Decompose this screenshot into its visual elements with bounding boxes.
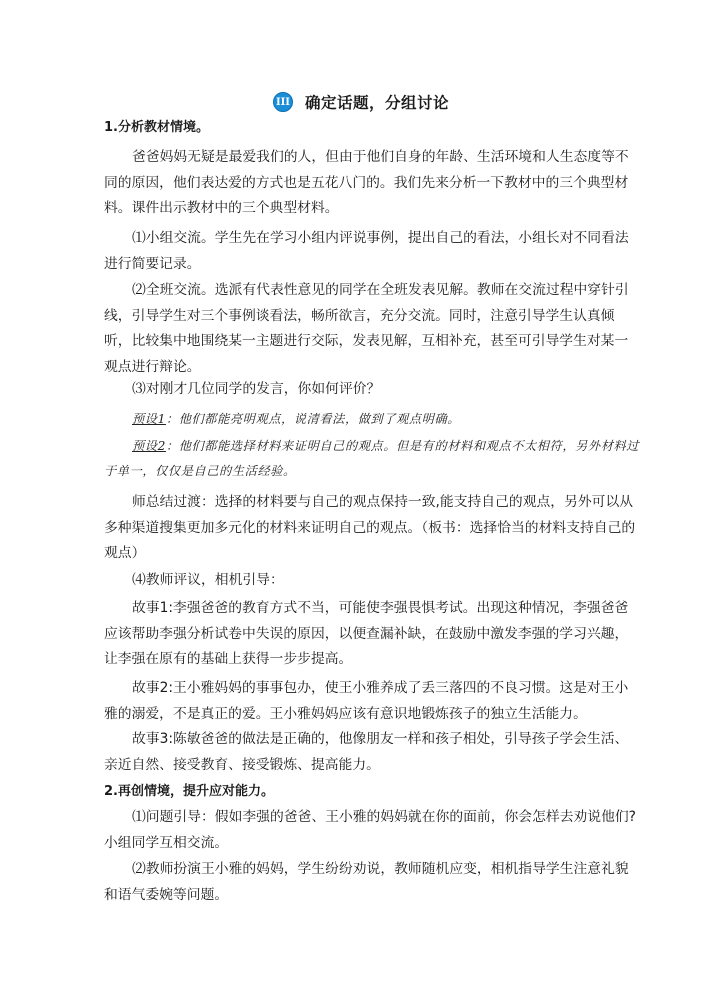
section-1 [104,115,640,141]
story3-paragraph: 故事3:陈敏爸爸的做法是正确的，他像朋友一样和孩子相处，引导孩子学会生活、亲近自然、接受教育、接受锻炼、提高能力。 [104,731,629,773]
preset1-block [104,407,640,432]
intro-paragraph: 爸爸妈妈无疑是最爱我们的人，但由于他们自身的年龄、生活环境和人生态度等不同的原因，他们表达爱的方式也是五花八门的。我们先来分析一下教材中的三个典型材料。课件出示教材中的三个典型材料。 [104,149,629,216]
preset2-label: 预设2 [132,439,166,453]
preset1-text: ：他们都能亮明观点，说清看法，做到了观点明确。 [165,412,461,426]
section-2-title: 2.再创情境，提升应对能力。 [104,784,274,799]
story2-paragraph: 故事2:王小雅妈妈的事事包办，使王小雅养成了丢三落四的不良习惯。这是对王小雅的溺爱，不是真正的爱。王小雅妈妈应该有意识地锻炼孩子的独立生活能力。 [104,680,629,722]
section2-step2-block [104,857,640,908]
section-heading [0,91,722,113]
section-1-title: 1.分析教材情境。 [104,120,209,135]
intro-paragraph-block [104,145,640,222]
section-2 [104,779,640,805]
step2-block [104,278,640,380]
step3-block [104,377,640,403]
preset1-label: 预设1 [132,412,166,426]
step1-block [104,226,640,277]
section2-step2-paragraph: ⑵教师扮演王小雅的妈妈，学生纷纷劝说，教师随机应变，相机指导学生注意礼貌和语气委婉等问题。 [104,861,629,903]
preset1-paragraph [104,407,640,432]
roman-numeral-badge-icon: III [273,92,293,112]
step2-paragraph: ⑵全班交流。选派有代表性意见的同学在全班发表见解。教师在交流过程中穿针引线，引导学生对三个事例谈看法，畅所欲言，充分交流。同时，注意引导学生认真倾听，比较集中地围绕某一主题进行交际，发表见解，互相补充，甚至可引导学生对某一观点进行辩论。 [104,282,629,375]
section2-step1-block [104,805,640,856]
step3-paragraph: ⑶对刚才几位同学的发言，你如何评价？ [132,381,381,397]
story1-block [104,596,640,673]
step1-paragraph: ⑴小组交流。学生先在学习小组内评说事例，提出自己的看法，小组长对不同看法进行简要记录。 [104,230,629,272]
step4-block [104,568,640,594]
preset2-paragraph [104,434,640,484]
story1-paragraph: 故事1:李强爸爸的教育方式不当，可能使李强畏惧考试。出现这种情况，李强爸爸应该帮助李强分析试卷中失误的原因，以便查漏补缺，在鼓励中激发李强的学习兴趣，让李强在原有的基础上获得一步步提高。 [104,600,629,667]
summary-paragraph: 师总结过渡：选择的材料要与自己的观点保持一致,能支持自己的观点，另外可以从多种渠道搜集更加多元化的材料来证明自己的观点。（板书：选择恰当的材料支持自己的观点） [104,494,636,561]
heading-title: 确定话题，分组讨论 [304,94,449,112]
step4-paragraph: ⑷教师评议，相机引导： [132,572,284,588]
preset2-text: ：他们都能选择材料来证明自己的观点。但是有的材料和观点不太相符，另外材料过于单一，仅仅是自己的生活经验。 [104,439,640,478]
summary-block [104,490,640,567]
story2-block [104,676,640,727]
preset2-block [104,434,640,484]
story3-block [104,727,640,778]
section2-step1-paragraph: ⑴问题引导：假如李强的爸爸、王小雅的妈妈就在你的面前，你会怎样去劝说他们?小组同学互相交流。 [104,809,637,851]
